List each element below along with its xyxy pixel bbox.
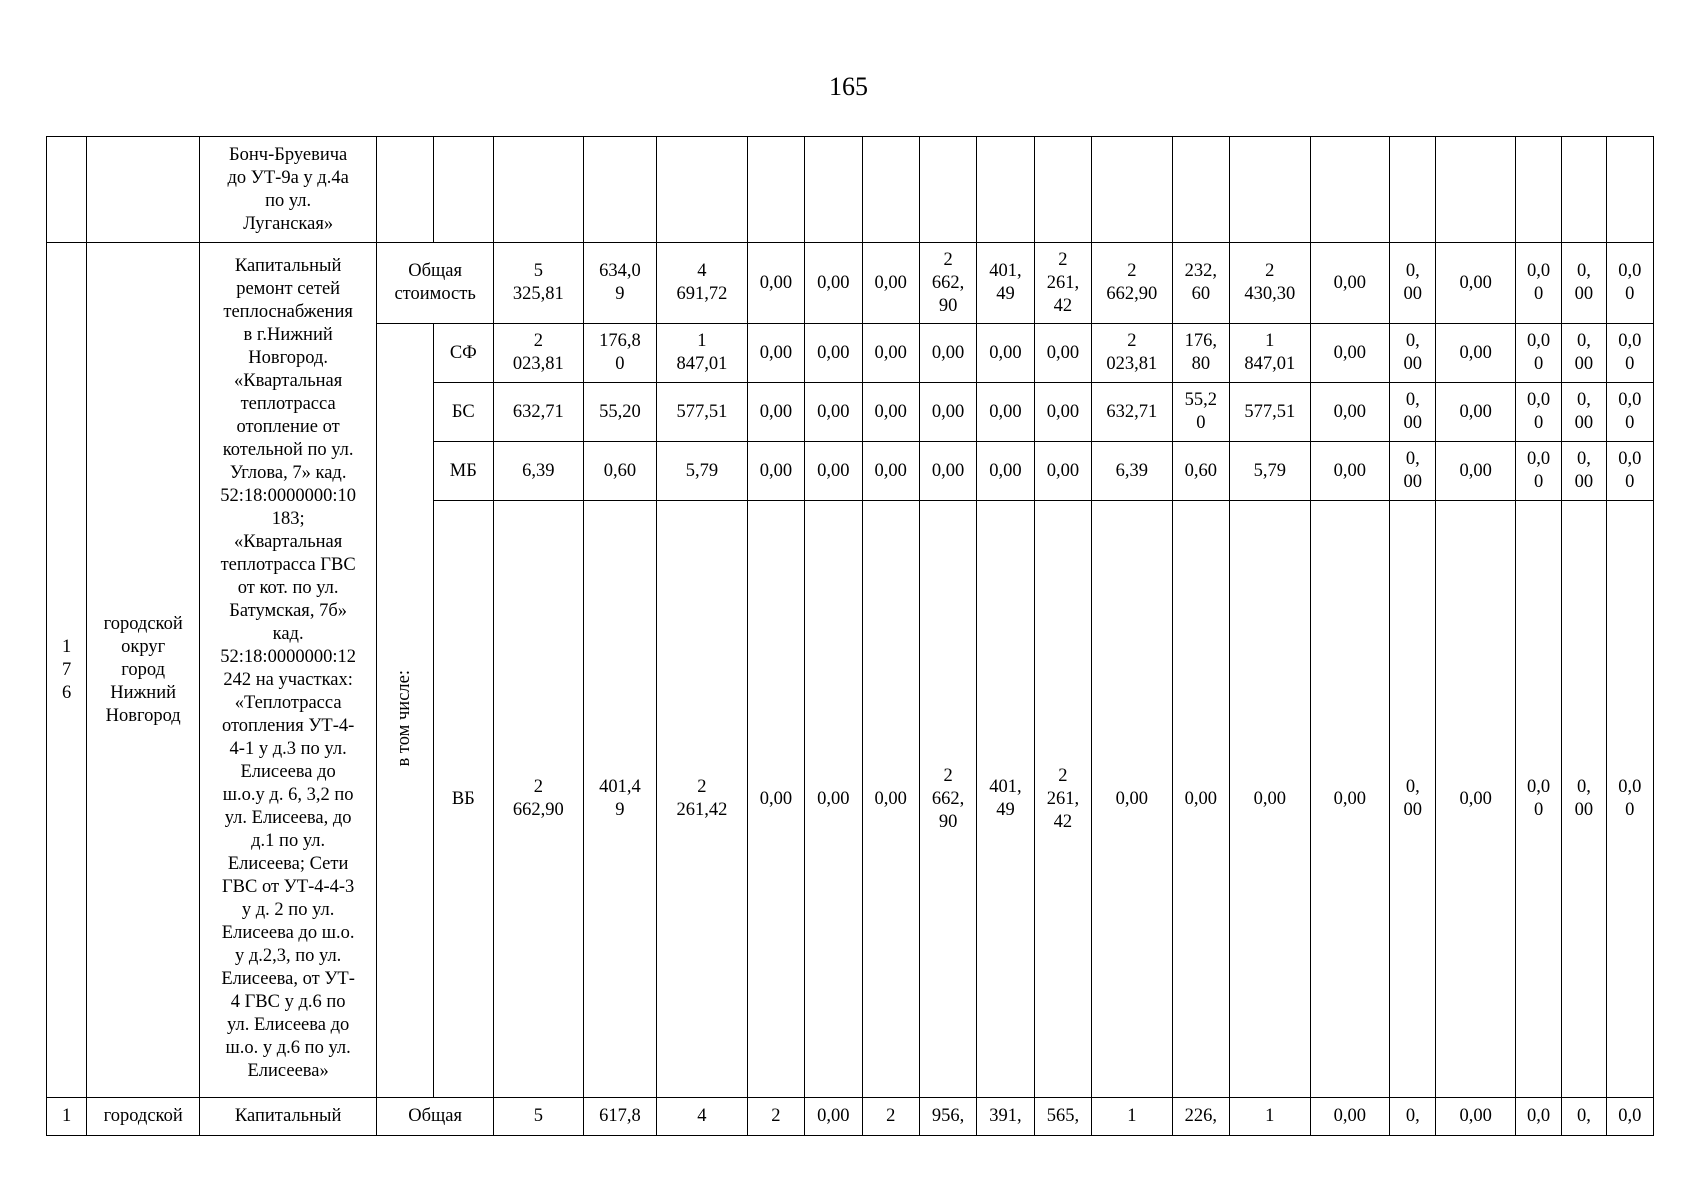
value-cell: 0, 00	[1390, 243, 1436, 324]
value-cell: 391,	[977, 1098, 1034, 1136]
value-cell: 0,00	[747, 383, 804, 442]
value-cell: 2 261,42	[657, 501, 748, 1098]
value-cell: 0,00	[805, 1098, 862, 1136]
row-next	[47, 1098, 1654, 1136]
value-cell: 0,00	[1310, 383, 1390, 442]
value-cell: 6,39	[494, 442, 584, 501]
value-cell: 1	[1092, 1098, 1173, 1136]
value-cell: 0,00	[1034, 383, 1091, 442]
value-cell: 0,0 0	[1515, 243, 1561, 324]
value-cell: 4 691,72	[657, 243, 748, 324]
value-cell: 1 847,01	[657, 324, 748, 383]
value-cell: 5,79	[657, 442, 748, 501]
value-cell: 565,	[1034, 1098, 1091, 1136]
value-cell: 0, 00	[1390, 442, 1436, 501]
value-cell: 1 847,01	[1230, 324, 1311, 383]
value-cell: 577,51	[1230, 383, 1311, 442]
value-cell: 0,00	[805, 442, 862, 501]
value-cell: 176, 80	[1172, 324, 1229, 383]
funding-source-label: СФ	[433, 324, 493, 383]
value-cell: 2 662, 90	[919, 243, 976, 324]
value-cell: 401, 49	[977, 501, 1034, 1098]
value-cell: 2 662,90	[1092, 243, 1173, 324]
value-cell: 1	[1230, 1098, 1311, 1136]
value-cell: 0, 00	[1390, 383, 1436, 442]
value-cell: 0, 00	[1562, 501, 1606, 1098]
value-cell: 0,00	[977, 442, 1034, 501]
value-cell: 956,	[919, 1098, 976, 1136]
value-cell: 0,00	[1436, 243, 1516, 324]
funding-source-label: МБ	[433, 442, 493, 501]
value-cell: 0,00	[977, 383, 1034, 442]
row-176-total	[47, 243, 1654, 324]
value-cell: 6,39	[1092, 442, 1173, 501]
value-cell: 0,0	[1606, 1098, 1653, 1136]
value-cell: 0,00	[862, 442, 919, 501]
value-cell: 2 261, 42	[1034, 243, 1091, 324]
value-cell: 176,8 0	[583, 324, 657, 383]
value-cell: 617,8	[583, 1098, 657, 1136]
row-number: 1 7 6	[47, 243, 87, 1098]
value-cell: 0,00	[1436, 442, 1516, 501]
value-cell: 0,00	[1034, 324, 1091, 383]
value-cell: 2 662, 90	[919, 501, 976, 1098]
funding-table	[46, 136, 1654, 1136]
value-cell: 2	[747, 1098, 804, 1136]
value-cell: 0,0 0	[1606, 383, 1653, 442]
value-cell: 0,00	[805, 383, 862, 442]
value-cell: 5 325,81	[494, 243, 584, 324]
value-cell: 0,00	[919, 383, 976, 442]
value-cell: 0,00	[805, 324, 862, 383]
value-cell: 55,2 0	[1172, 383, 1229, 442]
value-cell: 2 430,30	[1230, 243, 1311, 324]
value-cell: 0,	[1562, 1098, 1606, 1136]
value-cell: 0,0 0	[1515, 324, 1561, 383]
value-cell: 0,00	[1436, 383, 1516, 442]
value-cell: 2 023,81	[494, 324, 584, 383]
value-cell: 0, 00	[1562, 383, 1606, 442]
value-cell: 577,51	[657, 383, 748, 442]
value-cell: 0, 00	[1390, 501, 1436, 1098]
continuation-row	[47, 137, 1654, 243]
value-cell: 55,20	[583, 383, 657, 442]
value-cell: 0, 00	[1390, 324, 1436, 383]
value-cell: 232, 60	[1172, 243, 1229, 324]
value-cell: 0,	[1390, 1098, 1436, 1136]
value-cell: 5,79	[1230, 442, 1311, 501]
value-cell: 0, 00	[1562, 442, 1606, 501]
value-cell: 2	[862, 1098, 919, 1136]
object-description: Капитальный	[200, 1098, 377, 1136]
value-cell: 0,00	[805, 501, 862, 1098]
including-label-cell	[377, 324, 433, 1098]
value-cell: 0,0	[1515, 1098, 1561, 1136]
funding-source-label: БС	[433, 383, 493, 442]
row-number: 1	[47, 1098, 87, 1136]
object-description: Бонч-Бруевича до УТ-9а у д.4а по ул. Луганская»	[200, 137, 377, 243]
value-cell: 0,0 0	[1515, 383, 1561, 442]
value-cell: 634,0 9	[583, 243, 657, 324]
value-cell: 0,00	[1436, 324, 1516, 383]
value-cell: 0,0 0	[1606, 243, 1653, 324]
value-cell: 0, 00	[1562, 243, 1606, 324]
value-cell: 401, 49	[977, 243, 1034, 324]
value-cell: 632,71	[1092, 383, 1173, 442]
value-cell: 0,00	[919, 324, 976, 383]
value-cell: 0,00	[1310, 243, 1390, 324]
value-cell: 4	[657, 1098, 748, 1136]
value-cell: 2 261, 42	[1034, 501, 1091, 1098]
total-cost-label: Общая стоимость	[377, 243, 494, 324]
value-cell: 0,00	[1310, 501, 1390, 1098]
value-cell: 0,0 0	[1606, 324, 1653, 383]
value-cell: 0,00	[1310, 1098, 1390, 1136]
value-cell: 0,0 0	[1515, 442, 1561, 501]
value-cell: 0,00	[862, 324, 919, 383]
value-cell: 0,00	[1092, 501, 1173, 1098]
value-cell: 0,00	[747, 501, 804, 1098]
value-cell: 0,00	[862, 501, 919, 1098]
total-cost-label: Общая	[377, 1098, 494, 1136]
municipality: городской округ город Нижний Новгород	[87, 243, 200, 1098]
value-cell: 0,00	[862, 243, 919, 324]
value-cell: 0,00	[1310, 324, 1390, 383]
value-cell: 2 662,90	[494, 501, 584, 1098]
value-cell: 0,00	[1034, 442, 1091, 501]
value-cell: 0,00	[977, 324, 1034, 383]
including-label: в том числе:	[394, 670, 415, 767]
value-cell: 632,71	[494, 383, 584, 442]
value-cell: 226,	[1172, 1098, 1229, 1136]
value-cell: 0,00	[747, 324, 804, 383]
value-cell: 5	[494, 1098, 584, 1136]
value-cell: 0,00	[747, 243, 804, 324]
value-cell: 0,00	[862, 383, 919, 442]
value-cell: 0,0 0	[1606, 501, 1653, 1098]
value-cell: 0,0 0	[1515, 501, 1561, 1098]
value-cell: 0,0 0	[1606, 442, 1653, 501]
value-cell: 0,60	[583, 442, 657, 501]
value-cell: 401,4 9	[583, 501, 657, 1098]
page-number: 165	[829, 72, 868, 101]
value-cell: 0,00	[1310, 442, 1390, 501]
value-cell: 0,00	[1230, 501, 1311, 1098]
value-cell: 0,00	[1436, 1098, 1516, 1136]
value-cell: 2 023,81	[1092, 324, 1173, 383]
value-cell: 0,00	[919, 442, 976, 501]
funding-source-label: ВБ	[433, 501, 493, 1098]
value-cell: 0,60	[1172, 442, 1229, 501]
value-cell: 0,00	[1172, 501, 1229, 1098]
value-cell: 0,00	[747, 442, 804, 501]
object-description: Капитальный ремонт сетей теплоснабжения в г.Нижний Новгород. «Квартальная теплотрасса отопление от котельной по ул. Углова, 7» кад. 52:18:0000000:10 183; «Квартальная теплотрасса ГВС от кот. по ул. Батумская, 7б» кад. 52:18:0000000:12 242 на участках: «Теплотрасса отопления УТ-4- 4-1 у д.3 по ул. Елисеева до ш.о.у д. 6, 3,2 по ул. Елисеева, до д.1 по ул. Елисеева; Сети ГВС от УТ-4-4-3 у д. 2 по ул. Елисеева до ш.о. у д.2,3, по ул. Елисеева, от УТ- 4 ГВС у д.6 по ул. Елисеева до ш.о. у д.6 по ул. Елисеева»	[200, 243, 377, 1098]
value-cell: 0,00	[805, 243, 862, 324]
municipality: городской	[87, 1098, 200, 1136]
value-cell: 0,00	[1436, 501, 1516, 1098]
value-cell: 0, 00	[1562, 324, 1606, 383]
